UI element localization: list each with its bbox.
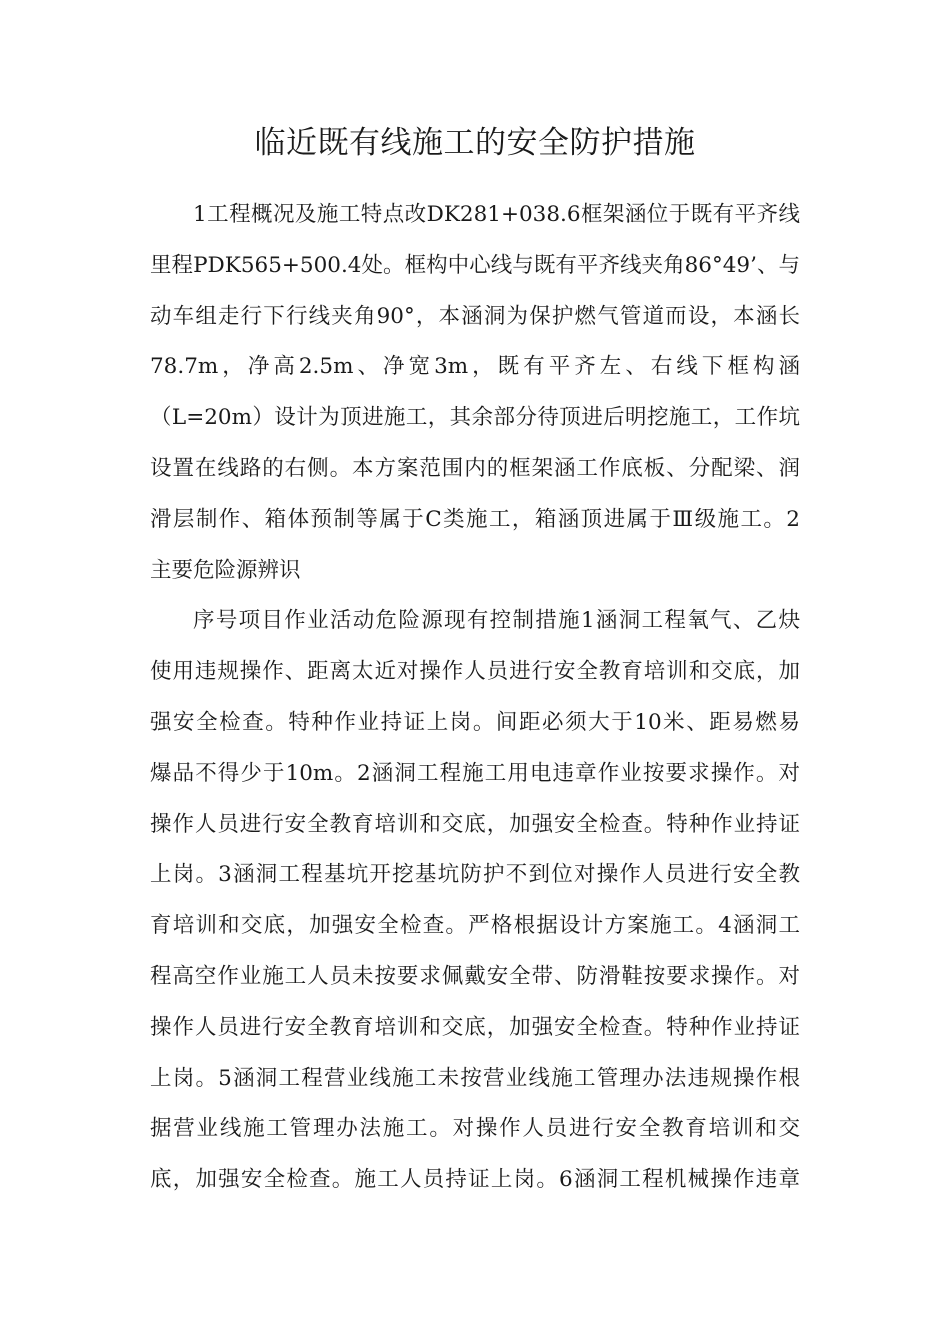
document-body — [150, 190, 800, 1206]
text-line: 上岗。3涵洞工程基坑开挖基坑防护不到位对操作人员进行安全教 — [150, 862, 800, 888]
text-line: 操作人员进行安全教育培训和交底，加强安全检查。特种作业持证 — [150, 1014, 800, 1040]
text-line: 动车组走行下行线夹角90°，本涵洞为保护燃气管道而设，本涵长 — [150, 303, 800, 329]
document-title: 临近既有线施工的安全防护措施 — [254, 125, 696, 161]
text-line: （L=20m）设计为顶进施工，其余部分待顶进后明挖施工，工作坑 — [150, 405, 800, 431]
text-line: 78.7m，净高2.5m、净宽3m，既有平齐左、右线下框构涵 — [150, 354, 800, 380]
text-line: 底，加强安全检查。施工人员持证上岗。6涵洞工程机械操作违章 — [150, 1167, 800, 1193]
text-line: 使用违规操作、距离太近对操作人员进行安全教育培训和交底，加 — [150, 659, 800, 685]
text-line: 爆品不得少于10m。2涵洞工程施工用电违章作业按要求操作。对 — [150, 760, 800, 786]
text-line: 滑层制作、箱体预制等属于C类施工，箱涵顶进属于Ⅲ级施工。2 — [150, 506, 800, 532]
text-line: 强安全检查。特种作业持证上岗。间距必须大于10米、距易燃易 — [150, 709, 800, 735]
text-line: 序号项目作业活动危险源现有控制措施1涵洞工程氧气、乙炔 — [193, 608, 800, 634]
text-line: 主要危险源辨识 — [150, 557, 301, 583]
text-line: 育培训和交底，加强安全检查。严格根据设计方案施工。4涵洞工 — [150, 913, 800, 939]
text-line: 里程PDK565+500.4处。框构中心线与既有平齐线夹角86°49’、与 — [150, 252, 800, 278]
text-line: 程高空作业施工人员未按要求佩戴安全带、防滑鞋按要求操作。对 — [150, 963, 800, 989]
paragraph-project-overview — [150, 190, 800, 596]
paragraph-hazard-list — [150, 596, 800, 1206]
text-line: 设置在线路的右侧。本方案范围内的框架涵工作底板、分配梁、润 — [150, 455, 800, 481]
text-line: 操作人员进行安全教育培训和交底，加强安全检查。特种作业持证 — [150, 811, 800, 837]
text-line: 1工程概况及施工特点改DK281+038.6框架涵位于既有平齐线 — [193, 202, 800, 227]
text-line: 据营业线施工管理办法施工。对操作人员进行安全教育培训和交 — [150, 1116, 800, 1142]
text-line: 上岗。5涵洞工程营业线施工未按营业线施工管理办法违规操作根 — [150, 1065, 800, 1091]
